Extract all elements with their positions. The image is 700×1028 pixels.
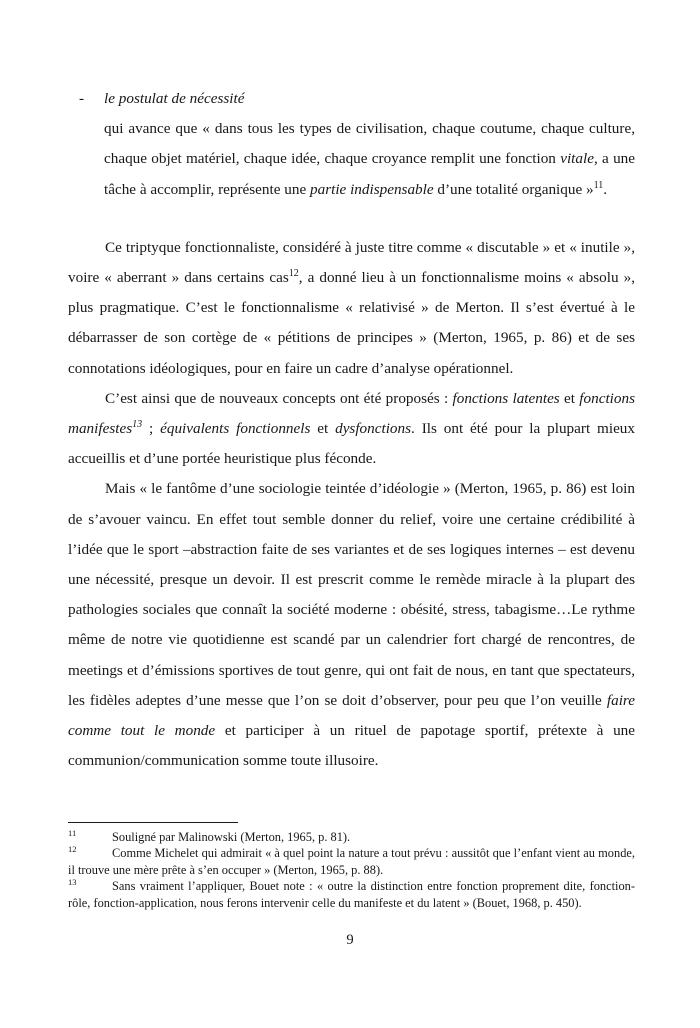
paragraph-concepts: C’est ainsi que de nouveaux concepts ont été proposés : fonctions latentes et fonctions manifestes$^{13}$ ; équivalents fonctionnels et dysfonctions. Ils ont été pour la plupart mieux accueillis et d’une portée heuristique plus féconde. bbox=[68, 389, 635, 468]
emphasis-text: faire comme tout le monde bbox=[68, 691, 635, 740]
emphasis-text: vitale bbox=[560, 150, 594, 168]
footnote-text-12: Comme Michelet qui admirait « à quel point la nature a tout prévu : aussitôt que l’enfant vient au monde, il trouve une mère prête à s’en occuper » (Merton, 1965, p. 88). bbox=[68, 846, 635, 877]
paragraph-triptyque: Ce triptyque fonctionnaliste, considéré à juste titre comme « discutable » et « inutile », voire « aberrant » dans certains cas$^{12}$, a donné lieu à un fonctionnalisme moins « absolu », plus pragmatique. C’est le fonctionnalisme « relativisé » de Merton. Il s’est évertué à le débarrasser de son cortège de « pétitions de principes » (Merton, 1965, p. 86) et de ses connotations idéologiques, pour en faire un cadre d’analyse opérationnel. bbox=[68, 238, 635, 377]
emphasis-text: fonctions latentes bbox=[452, 389, 560, 407]
footnote-reference: 11 bbox=[593, 179, 604, 191]
bullet-block-postulat bbox=[68, 84, 635, 205]
page-number: 9 bbox=[346, 932, 354, 948]
footnote-reference: 12 bbox=[288, 267, 299, 279]
bullet-title-postulat: le postulat de nécessité bbox=[104, 90, 245, 107]
footnote-reference: 13 bbox=[132, 418, 143, 430]
emphasis-text: fonctions manifestes bbox=[68, 389, 635, 438]
footnote-12: 12 Comme Michelet qui admirait « à quel point la nature a tout prévu : aussitôt que l’enfant vient au monde, il trouve une mère prête à s’en occuper » (Merton, 1965, p. 88). bbox=[68, 844, 635, 877]
footnote-11: 11 Souligné par Malinowski (Merton, 1965, p. 81). bbox=[68, 827, 351, 844]
body-text-column bbox=[68, 84, 635, 776]
paragraph-fantome: Mais « le fantôme d’une sociologie teintée d’idéologie » (Merton, 1965, p. 86) est loin de s’avouer vaincu. En effet tout semble donner du relief, voire une certaine crédibilité à l’idée que le sport –abstraction faite de ses variantes et de ses logiques internes – est devenu une nécessité, presque un devoir. Il est prescrit comme le remède miracle à la plupart des pathologies sociales que connaît la société moderne : obésité, stress, tabagisme…Le rythme même de notre vie quotidienne est scandé par un calendrier fort chargé de rencontres, de meetings et d’émissions sportives de tout genre, qui ont fait de nous, en tant que spectateurs, les fidèles adeptes d’une messe que l’on se doit d’observer, pour peu que l’on veuille faire comme tout le monde et participer à un rituel de papotage sportif, prétexte à une communion/communication somme toute illusoire. bbox=[68, 480, 635, 770]
emphasis-text: partie indispensable bbox=[310, 180, 434, 198]
emphasis-text: dysfonctions bbox=[335, 420, 412, 438]
footnote-text-13: Sans vraiment l’appliquer, Bouet note : « outre la distinction entre fonction proprement dite, fonction-rôle, fonction-application, nous ferons intervenir celle du manifeste et du latent » (Bouet, 1968, p. 450). bbox=[68, 879, 635, 910]
footnote-text-11: Souligné par Malinowski (Merton, 1965, p. 81). bbox=[112, 830, 351, 844]
bullet-body-quote: qui avance que « dans tous les types de civilisation, chaque coutume, chaque culture, chaque objet matériel, chaque idée, chaque croyance remplit une fonction vitale, a une tâche à accomplir, représente une partie indispensable d’une totalité organique »$^{11}$. bbox=[104, 120, 635, 198]
footnotes-section bbox=[68, 822, 635, 911]
bullet-dash-marker: - bbox=[79, 90, 85, 107]
emphasis-text: équivalents fonctionnels bbox=[160, 420, 311, 438]
footnote-13: 13 Sans vraiment l’appliquer, Bouet note : « outre la distinction entre fonction proprement dite, fonction-rôle, fonction-application, nous ferons intervenir celle du manifeste et du latent » (Bouet, 1968, p. 450). bbox=[68, 877, 635, 910]
footnote-separator-rule bbox=[68, 822, 238, 823]
